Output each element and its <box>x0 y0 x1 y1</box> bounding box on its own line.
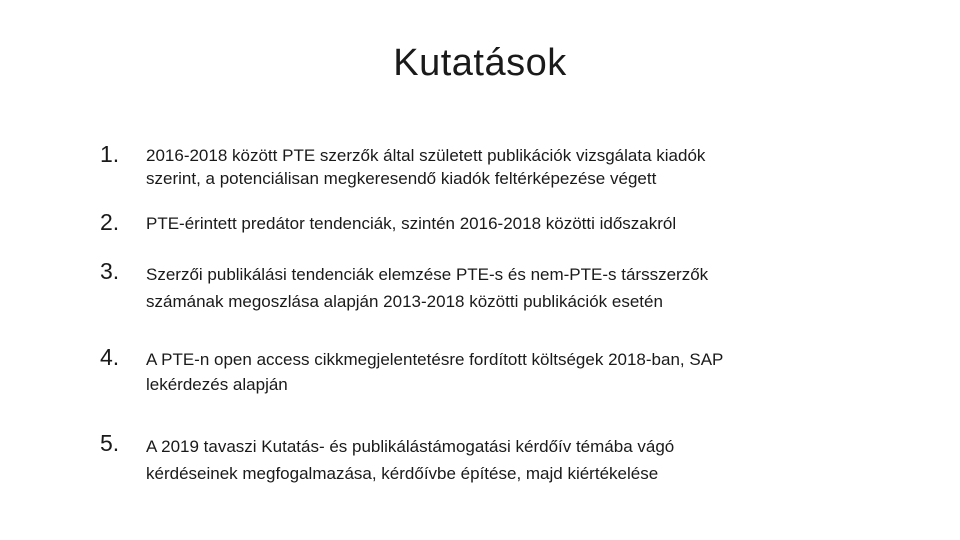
list-item-text <box>146 212 886 235</box>
list-item-line: PTE-érintett predátor tendenciák, szintén 2016-2018 közötti időszakról <box>146 214 677 233</box>
list-item-number: 1. <box>100 141 120 167</box>
list-item-text <box>146 433 886 487</box>
list-item-line: számának megoszlása alapján 2013-2018 közötti publikációk esetén <box>146 292 663 311</box>
list-item-line: lekérdezés alapján <box>146 375 288 394</box>
list-item-number: 2. <box>100 209 120 235</box>
slide-title: Kutatások <box>393 42 567 84</box>
list-item-line: 2016-2018 között PTE szerzők által született publikációk vizsgálata kiadók <box>146 146 706 165</box>
list-item-line: Szerzői publikálási tendenciák elemzése PTE-s és nem-PTE-s társszerzők <box>146 265 709 284</box>
list-item-text <box>146 144 886 190</box>
list-item-text <box>146 347 886 397</box>
list-item-number: 3. <box>100 258 120 284</box>
list-item-line: A 2019 tavaszi Kutatás- és publikálástámogatási kérdőív témába vágó <box>146 437 675 456</box>
list-item-line: A PTE-n open access cikkmegjelentetésre fordított költségek 2018-ban, SAP <box>146 350 724 369</box>
list-item-line: szerint, a potenciálisan megkeresendő kiadók feltérképezése végett <box>146 169 657 188</box>
list-item-line: kérdéseinek megfogalmazása, kérdőívbe építése, majd kiértékelése <box>146 464 659 483</box>
list-item-text <box>146 261 886 315</box>
list-item-number: 4. <box>100 344 120 370</box>
list-item-number: 5. <box>100 430 120 456</box>
